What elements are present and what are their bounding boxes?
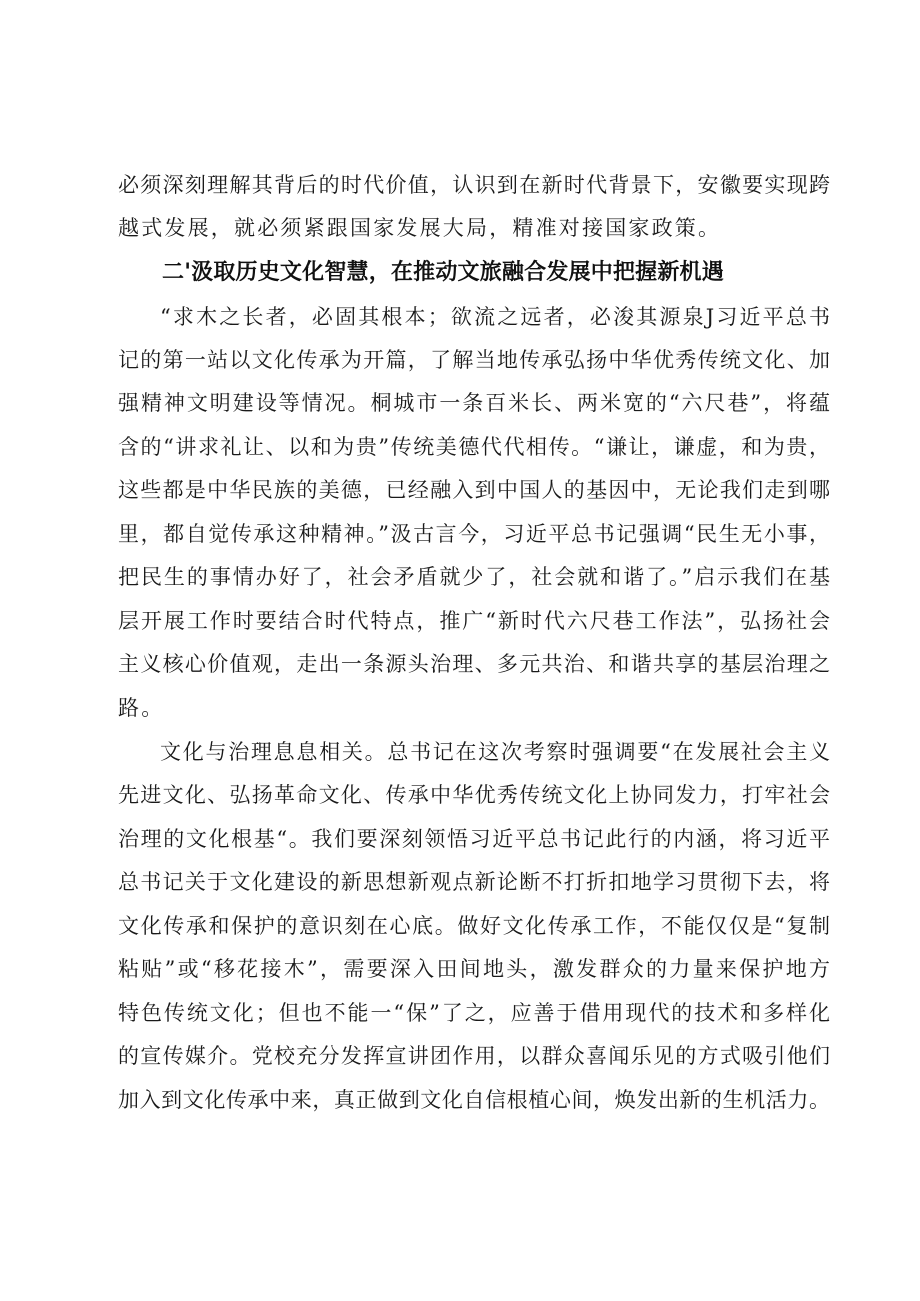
section-heading: 二'汲取历史文化智慧，在推动文旅融合发展中把握新机遇: [162, 260, 724, 285]
paragraph1-line-3: 强精神文明建设等情况。桐城市一条百米长、两米宽的“六尺巷”，将蕴: [118, 391, 830, 415]
paragraph1-line-8: 层开展工作时要结合时代特点，推广“新时代六尺巷工作法”，弘扬社会: [118, 609, 830, 633]
paragraph2-line-5: 文化传承和保护的意识刻在心底。做好文化传承工作，不能仅仅是“复制: [118, 914, 830, 938]
paragraph1-line-5: 这些都是中华民族的美德，已经融入到中国人的基因中，无论我们走到哪: [118, 478, 830, 502]
paragraph1-line-4: 含的“讲求礼让、以和为贵”传统美德代代相传。“谦让，谦虚，和为贵，: [118, 435, 830, 459]
paragraph2-line-8: 的宣传媒介。党校充分发挥宣讲团作用，以群众喜闻乐见的方式吸引他们: [118, 1044, 830, 1068]
paragraph1-line-10: 路。: [118, 696, 165, 720]
intro-line-2: 越式发展，就必须紧跟国家发展大局，精准对接国家政策。: [118, 216, 722, 240]
paragraph2-line-7: 特色传统文化；但也不能一“保”了之，应善于借用现代的技术和多样化: [118, 1001, 830, 1025]
paragraph1-line-7: 把民生的事情办好了，社会矛盾就少了，社会就和谐了。”启示我们在基: [118, 565, 830, 589]
paragraph1-line-9: 主义核心价值观，走出一条源头治理、多元共治、和谐共享的基层治理之: [118, 652, 830, 676]
paragraph2-line-9: 加入到文化传承中来，真正做到文化自信根植心间，焕发出新的生机活力。: [118, 1088, 830, 1112]
paragraph2-line-2: 先进文化、弘扬革命文化、传承中华优秀传统文化上协同发力，打牢社会: [118, 783, 830, 807]
intro-line-1: 必须深刻理解其背后的时代价值，认识到在新时代背景下，安徽要实现跨: [118, 173, 830, 197]
paragraph1-line-1: “求木之长者，必固其根本；欲流之远者，必浚其源泉J习近平总书: [160, 305, 830, 329]
paragraph2-line-6: 粘贴”或“移花接木”，需要深入田间地头，激发群众的力量来保护地方: [118, 957, 830, 981]
paragraph2-line-1: 文化与治理息息相关。总书记在这次考察时强调要“在发展社会主义: [160, 740, 830, 764]
paragraph2-line-3: 治理的文化根基“。我们要深刻领悟习近平总书记此行的内涵，将习近平: [118, 827, 830, 851]
paragraph1-line-6: 里，都自觉传承这种精神。”汲古言今，习近平总书记强调“民生无小事，: [118, 522, 830, 546]
paragraph1-line-2: 记的第一站以文化传承为开篇，了解当地传承弘扬中华优秀传统文化、加: [118, 348, 830, 372]
paragraph2-line-4: 总书记关于文化建设的新思想新观点新论断不打折扣地学习贯彻下去，将: [118, 870, 830, 894]
